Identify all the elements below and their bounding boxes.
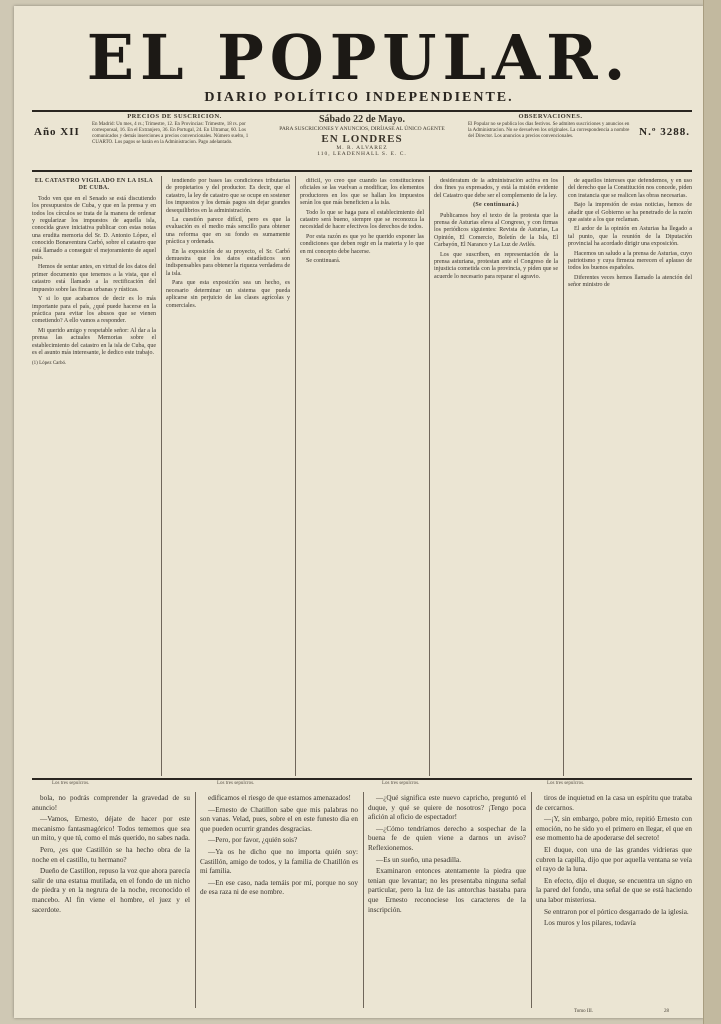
feuilleton-column-1	[32, 794, 190, 1008]
feuilleton-rule	[32, 778, 692, 780]
article-paragraph: Bajo la impresión de estas noticias, hemos de añadir que el Gobierno se ha penetrado de la razón que asiste a los que reclaman.	[568, 202, 692, 224]
feuilleton-paragraph: —¡Y, sin embargo, pobre mío, repitió Ernesto con emoción, no he sido yo el primero en llegar, el que en ese momento ha de apoderarse del secreto!	[536, 815, 692, 843]
agency-text: PARA SUSCRICIONES Y ANUNCIOS, DIRÍJASE AL ÚNICO AGENTE	[279, 126, 445, 132]
feuilleton-paragraph: —Vamos, Ernesto, déjate de hacer por este mecanismo fantasmagórico! Todos tememos que sea un mito, y que tú, como el más querido, no sabes nada.	[32, 815, 190, 843]
feuilleton-paragraph: Examinaron entonces atentamente la piedra que tenian que levantar; no les presentaba ninguna señal particular, pero la luz de las antorchas bastaba para que Ernesto reconociese los caracteres de la inscripción.	[368, 867, 526, 914]
feuilleton-paragraph: —¿Qué significa este nuevo capricho, preguntó el duque, y qué se quiere de nosotros? ¡Tengo poca afición al oficio de espectador!	[368, 794, 526, 822]
binding-spine	[703, 0, 721, 1024]
feuilleton-paragraph: Se entraron por el pórtico desgarrado de la iglesia.	[544, 907, 689, 916]
london-label: EN LONDRES	[321, 133, 403, 145]
article-column-1	[32, 178, 156, 776]
article-paragraph: Todo ven que en el Senado se está discutiendo los presupuestos de Cuba, y que en la prensa y en todos los círculos se trata de la manera de ordenar y regularizar los impuestos de aquella isla, conocida grave iniciativa publicar con estas notas una erudita memoria del Sr. D. Antonio López, el conocido Bonaventura Carbó, sobre el catastro que está llamado a conseguir el mejoramiento de aquel país.	[32, 195, 156, 262]
header-top-rule	[32, 110, 692, 112]
article-paragraph: Diferentes veces hemos llamado la atención del señor ministro de	[568, 274, 692, 289]
article-paragraph: Publicamos hoy el texto de la protesta que la prensa de Asturias eleva al Congreso, y con firmas los periódicos siguientes: Revista de Asturias, La Opinión, El Comercio, Boletín de la Isla, El Carbayón, El Naranco y La Luz de Avilés.	[434, 212, 558, 249]
article-column-3	[300, 178, 424, 776]
subscription-title: PRECIOS DE SUSCRICION.	[127, 113, 222, 120]
page-number: 28	[664, 1009, 669, 1014]
article-paragraph: Los que suscriben, en representación de la prensa asturiana, protestan ante el Congreso de la injusticia cometida con la provincia, y piden que se acuerde lo necesario para reparar el agravio.	[434, 251, 558, 280]
feuilleton-column-2	[200, 794, 358, 1008]
agency-block	[264, 114, 460, 157]
issue-date: Sábado 22 de Mayo.	[318, 114, 406, 125]
agent-name: M. R. ALVAREZ	[336, 145, 388, 151]
article-paragraph: Hemos de sentar antes, en virtud de los datos del primer documento que tenemos a la vista, que el catastro está llamado a la rectificación del impuesto sobre las fincas urbanas y rústicas.	[32, 264, 156, 293]
article-paragraph: Por esta razón es que yo he querido exponer las condiciones que deben regir en la materia y lo que en mi concepto debe hacerse.	[300, 233, 424, 255]
column-divider	[161, 176, 162, 776]
feuilleton-paragraph: edificamos el riesgo de que estamos amenazados!	[208, 794, 351, 802]
feuilleton-column-3	[368, 794, 526, 1008]
subscription-block	[92, 114, 257, 146]
article-paragraph: tendiendo por bases las condiciones tributarias de propietarios y del productor. Es decir, que el catastro, la ley de catastro que se ocupe en sostener los impuestos y los demás pagos sin dejar grandes desequilibrios en la administración.	[166, 178, 290, 214]
feuilleton-label: Los tres sepulcros.	[382, 781, 420, 786]
feuilleton-paragraph: —Ernesto de Chatillon sabe que mis palabras no son vanas. Velad, pues, sobre el en este funesto dia en que pueden ocurrir grandes desgracias.	[200, 805, 358, 833]
observations-text: El Popular no se publica los dias festivos. Se admiten suscriciones y anuncios en la Administracion. No se devuelven los originales. La correspondencia a nombre del Director. Los anuncios a precios convencionales.	[468, 122, 630, 139]
observations-title: OBSERVACIONES.	[518, 113, 583, 120]
newspaper-title: EL POPULAR.	[86, 21, 632, 94]
year-label: Año XII	[34, 126, 80, 138]
observations-block	[468, 114, 633, 140]
feuilleton-paragraph: Dueño de Castillon, repuso la voz que ahora parecía salir de una estatua mutilada, en el fondo de un nicho de piedra y en la negrura de la noche, reconocido el mancebo. Al fin viene el hombre, el juez y el sacerdote.	[32, 867, 190, 914]
feuilleton-labels	[32, 781, 692, 789]
column-divider	[295, 176, 296, 776]
column-divider	[363, 792, 364, 1008]
article-paragraph: dificil, yo creo que cuando las constituciones oficiales se las vuelvan a modificar, los elementos productores en los que se hallan los impuestos serán los que más beneficien a la isla.	[300, 178, 424, 207]
article-heading: EL CATASTRO VIGILADO EN LA ISLA DE CUBA.	[34, 178, 154, 192]
feuilleton-paragraph: —¿Cómo tendríamos derecho a sospechar de la buena fe de quien viene a darnos un aviso? Reflexionemos.	[368, 824, 526, 852]
newspaper-page	[14, 6, 704, 1018]
feuilleton-paragraph: —Es un sueño, una pesadilla.	[376, 855, 462, 864]
feuilleton-paragraph: Los muros y los pilares, todavía	[544, 919, 636, 928]
column-divider	[195, 792, 196, 1008]
feuilleton-paragraph: —Ya os he dicho que no importa quién soy: Castillón, amigo de todos, y la familia de Chatillón es mi familia.	[200, 847, 358, 876]
article-paragraph: Se continuará.	[306, 258, 341, 265]
column-divider	[429, 176, 430, 776]
article-paragraph: Hacemos un saludo a la prensa de Asturias, cuyo patriotismo y cuya firmeza merecen el aplauso de todos los buenos españoles.	[568, 250, 692, 272]
feuilleton-label: Los tres sepulcros.	[52, 781, 90, 786]
article-paragraph: Y si lo que acabamos de decir es lo más importante para el país, ¿qué puede hacerse en la práctica para evitar los abusos que se vienen cometiendo? A ello vamos a responder.	[32, 296, 156, 325]
article-paragraph: La cuestión parece difícil, pero es que la evaluación es el medio más sencillo para obtener una reforma que en su fondo es sumamente práctica y ordenada.	[166, 217, 290, 246]
agent-address: 110, LEADENHALL S. E. C.	[317, 151, 407, 157]
masthead	[14, 21, 704, 106]
feuilleton-paragraph: Pero, ¿es que Castillón se ha hecho obra de la noche en el castillo, tu hermano?	[32, 845, 190, 864]
feuilleton-paragraph: El duque, con una de las grandes vidrieras que cubren la capilla, dijo que por aquella ventana se veía el rayo de la luna.	[536, 845, 692, 874]
feuilleton-label: Los tres sepulcros.	[547, 781, 585, 786]
subscription-text: En Madrid: Un mes, 4 rs.; Trimestre, 12. En Provincias: Trimestre, 18 rs. por corresponsal, 16. En el Extranjero, 36. En Portugal, 24. En Ultramar, 60. Los comunicados y demás inserciones a precios convencionales. Número suelto, 1 CUARTO. Los pagos se harán en la Administracion. Pago adelantado.	[92, 122, 249, 145]
column-divider	[531, 792, 532, 1008]
article-column-2	[166, 178, 290, 776]
article-paragraph: Para que esta exposición sea un hecho, es necesario determinar un sistema que pueda aplicarse sin perjuicio de las clases agrícolas y comerciales.	[166, 280, 290, 309]
article-footnote: (1) López Carbó.	[32, 361, 67, 367]
article-column-5	[568, 178, 692, 776]
column-divider	[563, 176, 564, 776]
header-row	[32, 114, 692, 158]
issue-number: N.º 3288.	[639, 126, 690, 138]
tome-label: Tomo III.	[574, 1009, 594, 1014]
feuilleton-column-4	[536, 794, 692, 1008]
continued-note: (Se continuará.)	[473, 202, 519, 209]
feuilleton-label: Los tres sepulcros.	[217, 781, 255, 786]
newspaper-subtitle: DIARIO POLÍTICO INDEPENDIENTE.	[204, 90, 514, 105]
article-paragraph: Mi querido amigo y respetable señor: Al dar a la prensa las actuales Memorias sobre el establecimiento del catastro en la isla de Cuba, que es el asunto más interesante, le dedico este trabajo.	[32, 327, 156, 356]
feuilleton-paragraph: —Pero, por favor, ¿quién sois?	[208, 836, 298, 845]
article-paragraph: de aquellos intereses que defendemos, y en uso del derecho que la Constitución nos concede, piden con instancia que se realicen las obras necesarias.	[568, 178, 692, 199]
article-paragraph: El ardor de la opinión en Asturias ha llegado a tal punto, que la reunión de la Diputación provincial ha acordado dirigir una exposición.	[568, 226, 692, 248]
feuilleton-paragraph: En efecto, dijo el duque, se encuentra un signo en la pared del fondo, una señal de que se está haciendo una labor misteriosa.	[536, 876, 692, 904]
article-paragraph: Todo lo que se haga para el establecimiento del catastro será bueno, siempre que se reconozca la necesidad de hacer efectivos los derechos de todos.	[300, 209, 424, 231]
article-paragraph: En la exposición de su proyecto, el Sr. Carbó demuestra que los datos estadísticos son indispensables para obtener la riqueza verdadera de la isla.	[166, 248, 290, 277]
feuilleton-paragraph: bola, no podrás comprender la gravedad de su anuncio!	[32, 794, 190, 812]
article-paragraph: desideratum de la administración activa en los dos fines ya expresados, y está la misión evidente del Catastro que debe ser el complemento de la ley.	[434, 178, 558, 199]
feuilleton-paragraph: tiros de inquietud en la casa un espíritu que trataba de cercarnos.	[536, 794, 692, 812]
header-bottom-rule	[32, 170, 692, 172]
feuilleton-paragraph: —En ese caso, nada temáis por mí, porque no soy de esa raza ni de ese nombre.	[200, 878, 358, 897]
article-column-4	[434, 178, 558, 776]
